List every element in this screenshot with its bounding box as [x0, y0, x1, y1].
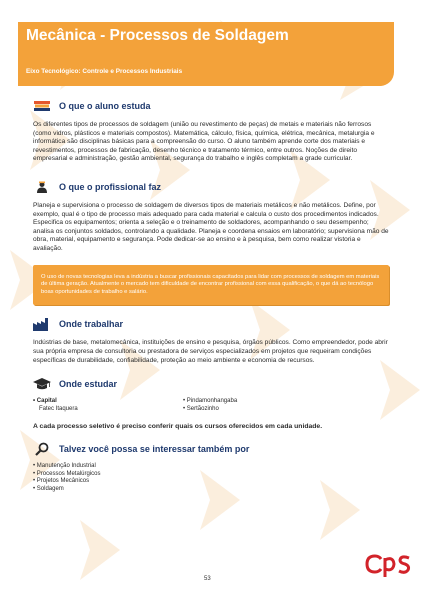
study-column-capital	[33, 398, 183, 413]
page-title: Mecânica - Processos de Soldagem	[26, 27, 289, 44]
study-column-interior	[183, 398, 333, 413]
section-header-trabalhar	[33, 316, 389, 332]
title-banner	[18, 22, 394, 86]
study-location: • Pindamonhangaba	[183, 398, 238, 405]
section-text-trabalhar: Indústrias de base, metalomecânica, instituições de ensino e pesquisa, órgãos públicos. Como empreendedor, pode abrir sua própria empresa de consultoria ou prestadora de serviços especializados em projetos que requeiram condições específicas de durabilidade, confiabilidade, proteção ao meio ambiente e economia de recursos.	[33, 339, 388, 364]
study-location: Fatec Itaquera	[39, 405, 78, 412]
section-header-profissional	[33, 179, 389, 195]
list-item: • Processos Metalúrgicos	[33, 471, 389, 479]
section-title-trabalhar: Onde trabalhar	[59, 319, 124, 330]
books-icon	[33, 99, 51, 113]
related-courses-list	[33, 463, 389, 493]
page-number: 53	[204, 576, 211, 582]
worker-icon	[33, 180, 51, 194]
section-text-aluno: Os diferentes tipos de processos de soldagem (união ou revestimento de peças) de metais e materiais não ferrosos (como vidros, plásticos e materiais compostos). Matemática, cálculo, física, química, elétrica, mecânica, metalurgia e informática são disciplinas básicas para a compreensão do curso. O aluno também aprende corte dos materiais e revestimentos, processos de fabricação, desenho técnico e tratamento térmico, entre outros. Noções de direito empresarial e administração, gestão ambiental, segurança do trabalho e inglês completam a grade curricular.	[33, 121, 375, 163]
section-header-estudar	[33, 376, 389, 392]
study-locations	[33, 398, 389, 413]
study-column-heading: • Capital	[33, 398, 57, 405]
magnifier-icon	[33, 442, 51, 456]
list-item: • Projetos Mecânicos	[33, 478, 389, 486]
selection-note: A cada processo seletivo é preciso conferir quais os cursos oferecidos em cada unidade.	[33, 423, 323, 431]
section-title-profissional: O que o profissional faz	[59, 181, 162, 192]
highlight-callout: O uso de novas tecnologias leva a indústria a buscar profissionais capacitados para lidar com processos de soldagem em materiais de última geração. Atualmente o mercado tem dificuldade de encontrar profissional com essa qualificação, o que dá ao tecnólogo boas oportunidades de trabalho e salário.	[33, 265, 389, 306]
cps-logo	[365, 550, 411, 578]
section-title-estudar: Onde estudar	[59, 379, 118, 390]
section-title-interesse: Talvez você possa se interessar também por	[59, 444, 250, 455]
section-title-aluno: O que o aluno estuda	[59, 101, 151, 111]
main-content	[33, 98, 389, 494]
list-item: • Soldagem	[33, 486, 389, 494]
list-item: • Manutenção Industrial	[33, 463, 389, 471]
study-location: • Sertãozinho	[183, 405, 219, 412]
page-subtitle: Eixo Tecnológico: Controle e Processos Industriais	[26, 68, 183, 75]
graduation-cap-icon	[33, 377, 51, 391]
section-text-profissional: Planeja e supervisiona o processo de soldagem de diversos tipos de materiais metálicos e não metálicos. Define, por exemplo, qual é o tipo de processo mais adequado para cada material e calcula o custo dos procedimentos indicados. Especifica os equipamentos; orienta a seleção e o treinamento de soldadores, acompanhando o seu desempenho; analisa os conjuntos soldados, controlando a qualidade. Planeja e coordena ensaios em laboratório; supervisiona mão de obra, material, equipamento e segurança. Pode dedicar-se ao ensino e à pesquisa, bem como realizar vistoria e avaliação.	[33, 201, 389, 252]
section-header-interesse	[33, 441, 389, 457]
factory-icon	[33, 317, 51, 331]
section-header-aluno	[33, 98, 389, 114]
